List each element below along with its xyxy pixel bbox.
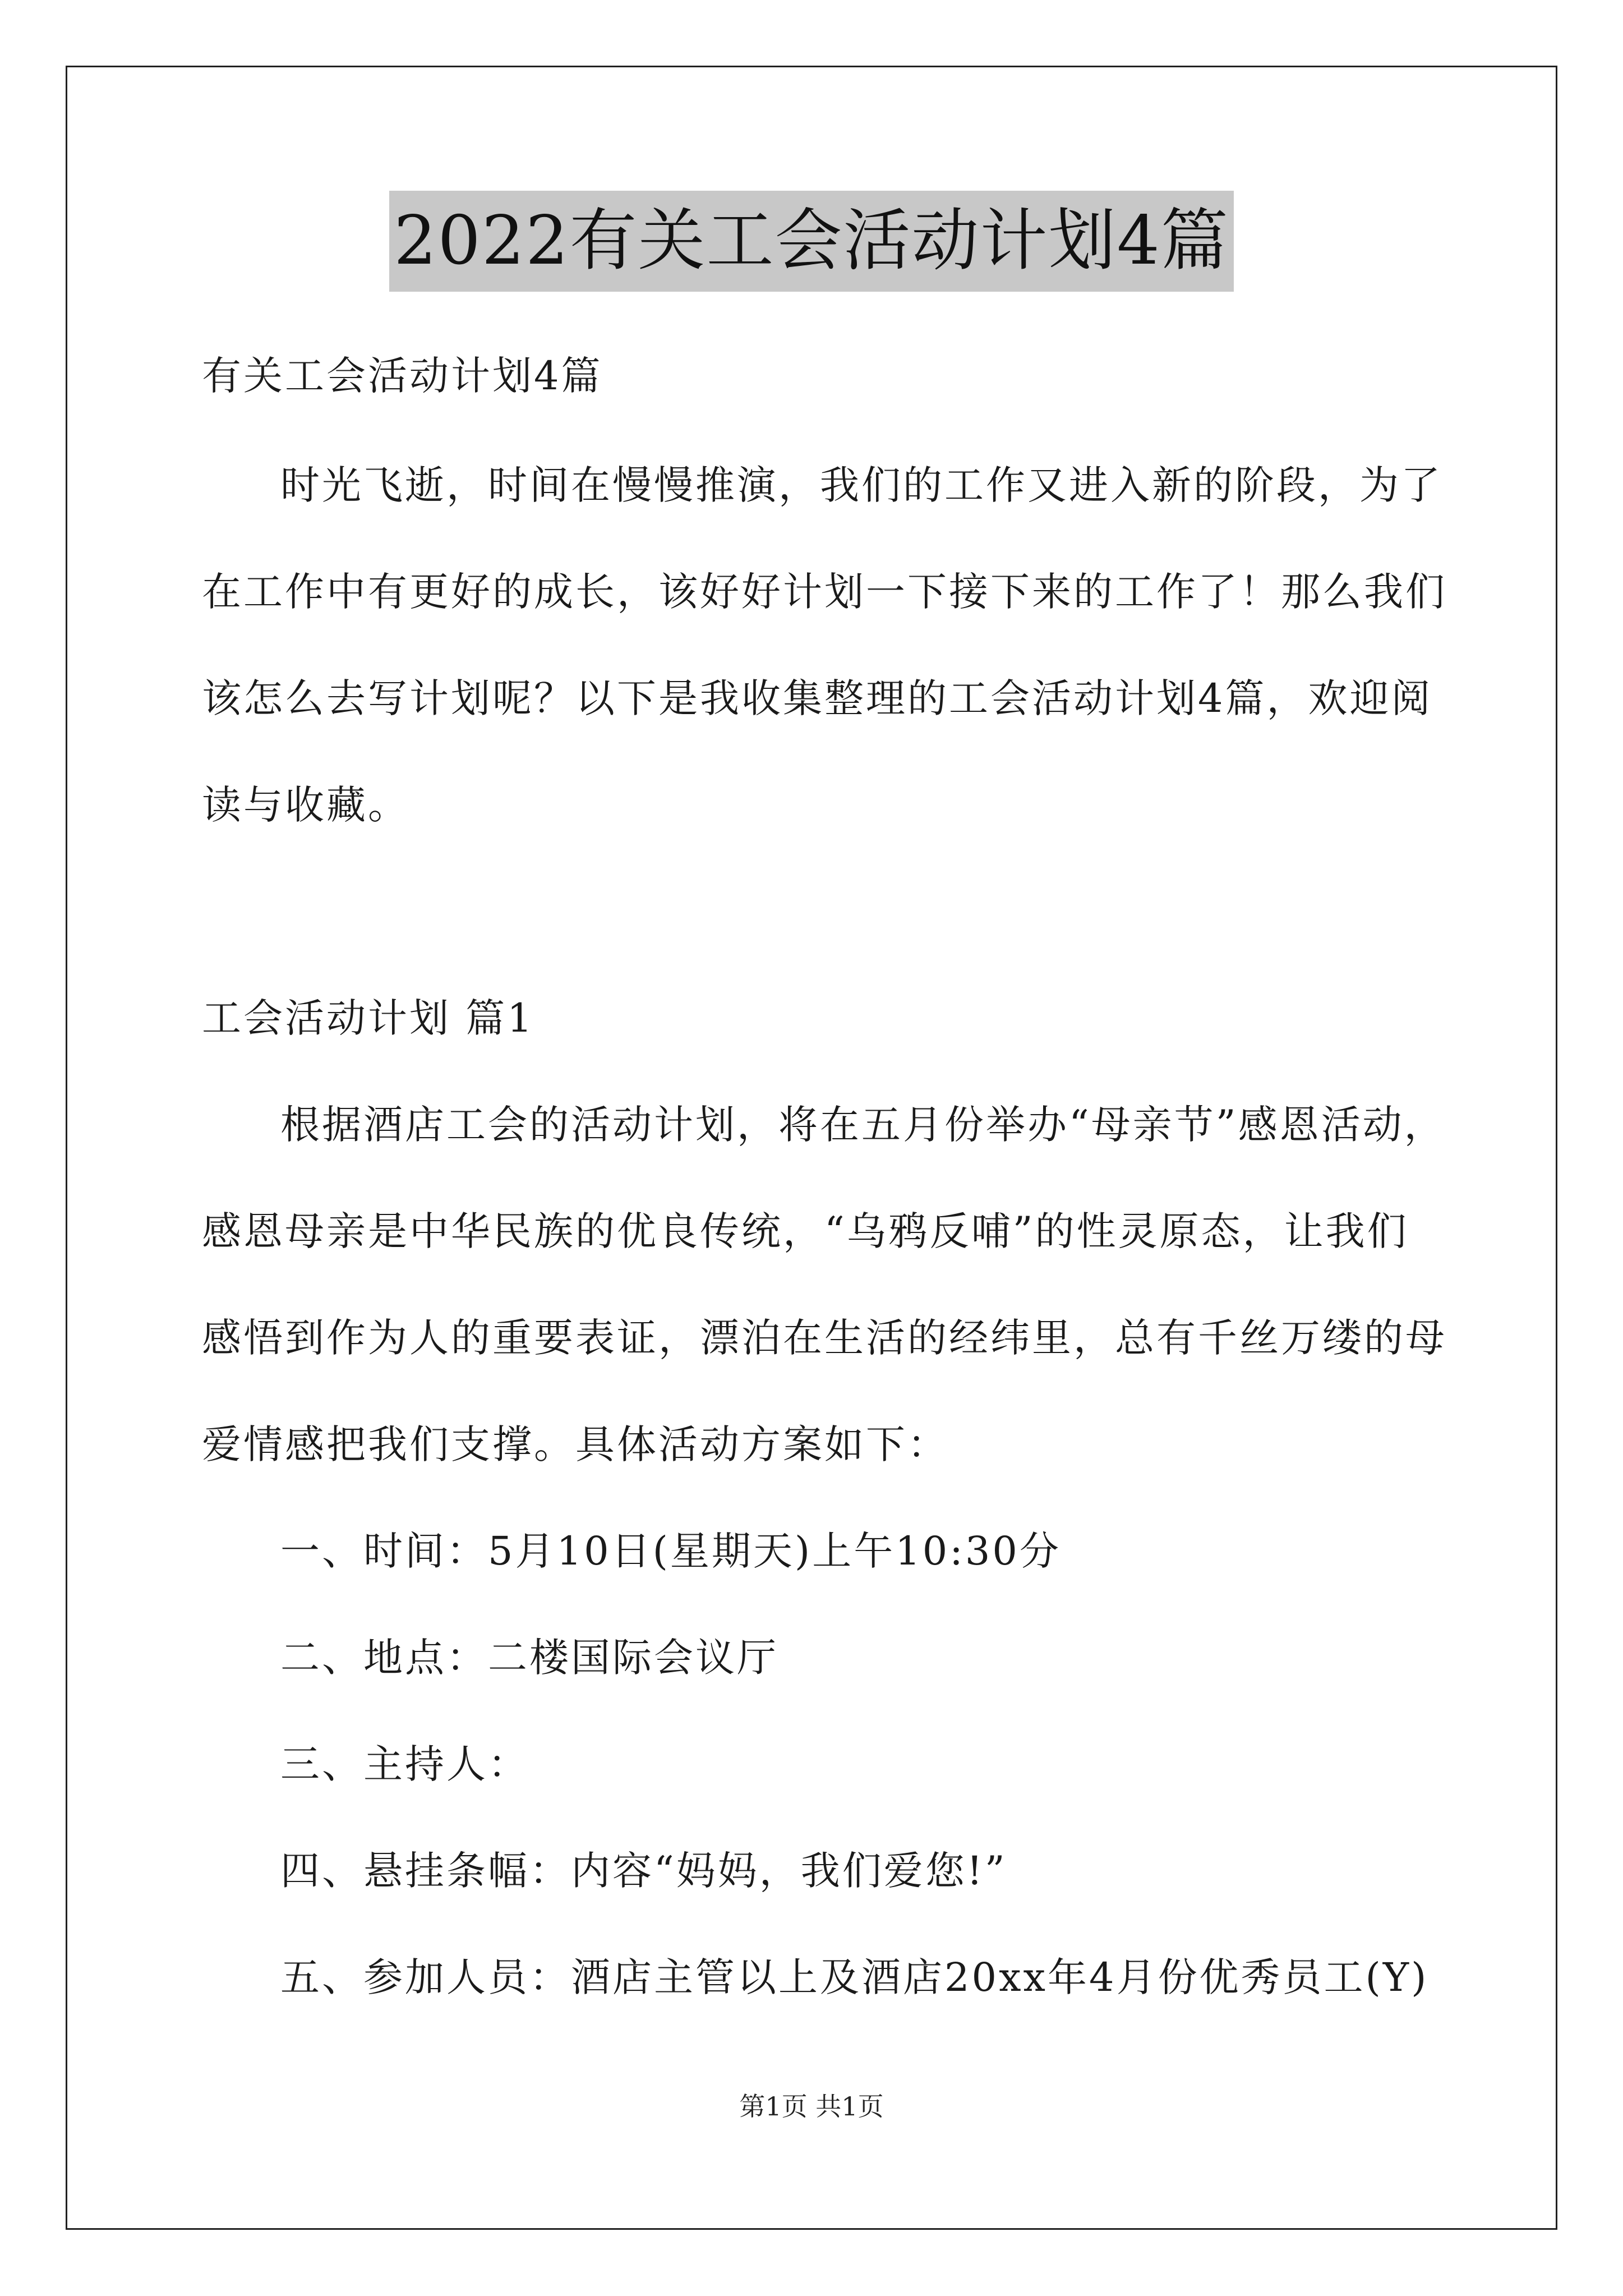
section-heading: 工会活动计划 篇1 bbox=[202, 995, 534, 1041]
intro-paragraph-line-2: 在工作中有更好的成长，该好好计划一下接下来的工作了！那么我们 bbox=[202, 569, 1447, 615]
section-body-line-2: 感恩母亲是中华民族的优良传统，“乌鸦反哺”的性灵原态，让我们 bbox=[202, 1208, 1409, 1254]
list-item-host: 三、主持人： bbox=[280, 1741, 529, 1787]
list-item-location: 二、地点：二楼国际会议厅 bbox=[280, 1635, 778, 1681]
list-item-time: 一、时间：5月10日(星期天)上午10:30分 bbox=[280, 1528, 1061, 1574]
page-footer: 第1页 共1页 bbox=[739, 2091, 884, 2122]
intro-paragraph-line-3: 该怎么去写计划呢？以下是我收集整理的工会活动计划4篇，欢迎阅 bbox=[202, 675, 1433, 721]
list-item-participants: 五、参加人员：酒店主管以上及酒店20xx年4月份优秀员工(Y) bbox=[280, 1954, 1429, 2000]
title-container bbox=[0, 191, 1623, 292]
document-title: 2022有关工会活动计划4篇 bbox=[389, 191, 1234, 292]
list-item-banner: 四、悬挂条幅：内容“妈妈，我们爱您!” bbox=[280, 1848, 1007, 1894]
section-body-line-4: 爱情感把我们支撑。具体活动方案如下： bbox=[202, 1421, 949, 1467]
intro-paragraph-line-4: 读与收藏。 bbox=[202, 782, 409, 828]
section-body-line-3: 感悟到作为人的重要表证，漂泊在生活的经纬里，总有千丝万缕的母 bbox=[202, 1315, 1447, 1361]
section-body-line-1: 根据酒店工会的活动计划，将在五月份举办“母亲节”感恩活动， bbox=[280, 1102, 1446, 1148]
intro-paragraph-line-1: 时光飞逝，时间在慢慢推演，我们的工作又进入新的阶段，为了 bbox=[280, 462, 1442, 508]
subtitle: 有关工会活动计划4篇 bbox=[202, 353, 603, 399]
